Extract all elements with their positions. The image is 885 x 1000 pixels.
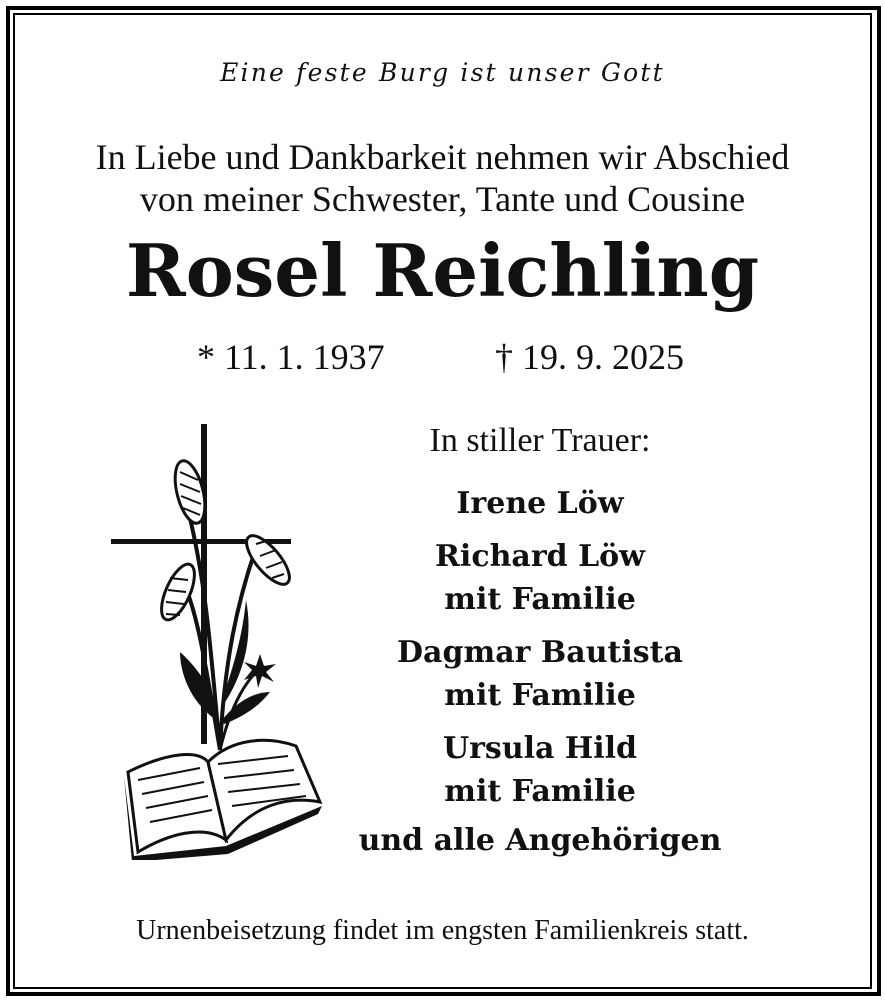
mourner-name: Ursula Hild xyxy=(442,731,638,766)
mourning-title: In stiller Trauer: xyxy=(429,422,651,459)
motto: Eine feste Burg ist unser Gott xyxy=(220,58,665,87)
birth-date: * 11. 1. 1937 xyxy=(197,337,385,377)
mourner-suffix: mit Familie xyxy=(444,582,636,617)
mourner-suffix: mit Familie xyxy=(444,678,636,713)
mourners-block xyxy=(330,418,750,862)
mourner-name: Richard Löw xyxy=(435,539,645,574)
intro-line-1: In Liebe und Dankbarkeit nehmen wir Abschied xyxy=(95,137,790,177)
burial-notice: Urnenbeisetzung findet im engsten Familienkreis statt. xyxy=(136,915,749,946)
intro-line-2: von meiner Schwester, Tante und Cousine xyxy=(139,179,746,219)
cross-wheat-book-icon xyxy=(108,420,326,860)
mourner-name: Irene Löw xyxy=(456,486,624,521)
relatives-line: und alle Angehörigen xyxy=(358,823,722,858)
intro-text xyxy=(0,136,885,220)
deceased-name: Rosel Reichling xyxy=(125,228,760,313)
mourner-suffix: mit Familie xyxy=(444,774,636,809)
death-date: † 19. 9. 2025 xyxy=(495,337,684,377)
mourner-name: Dagmar Bautista xyxy=(397,635,683,670)
